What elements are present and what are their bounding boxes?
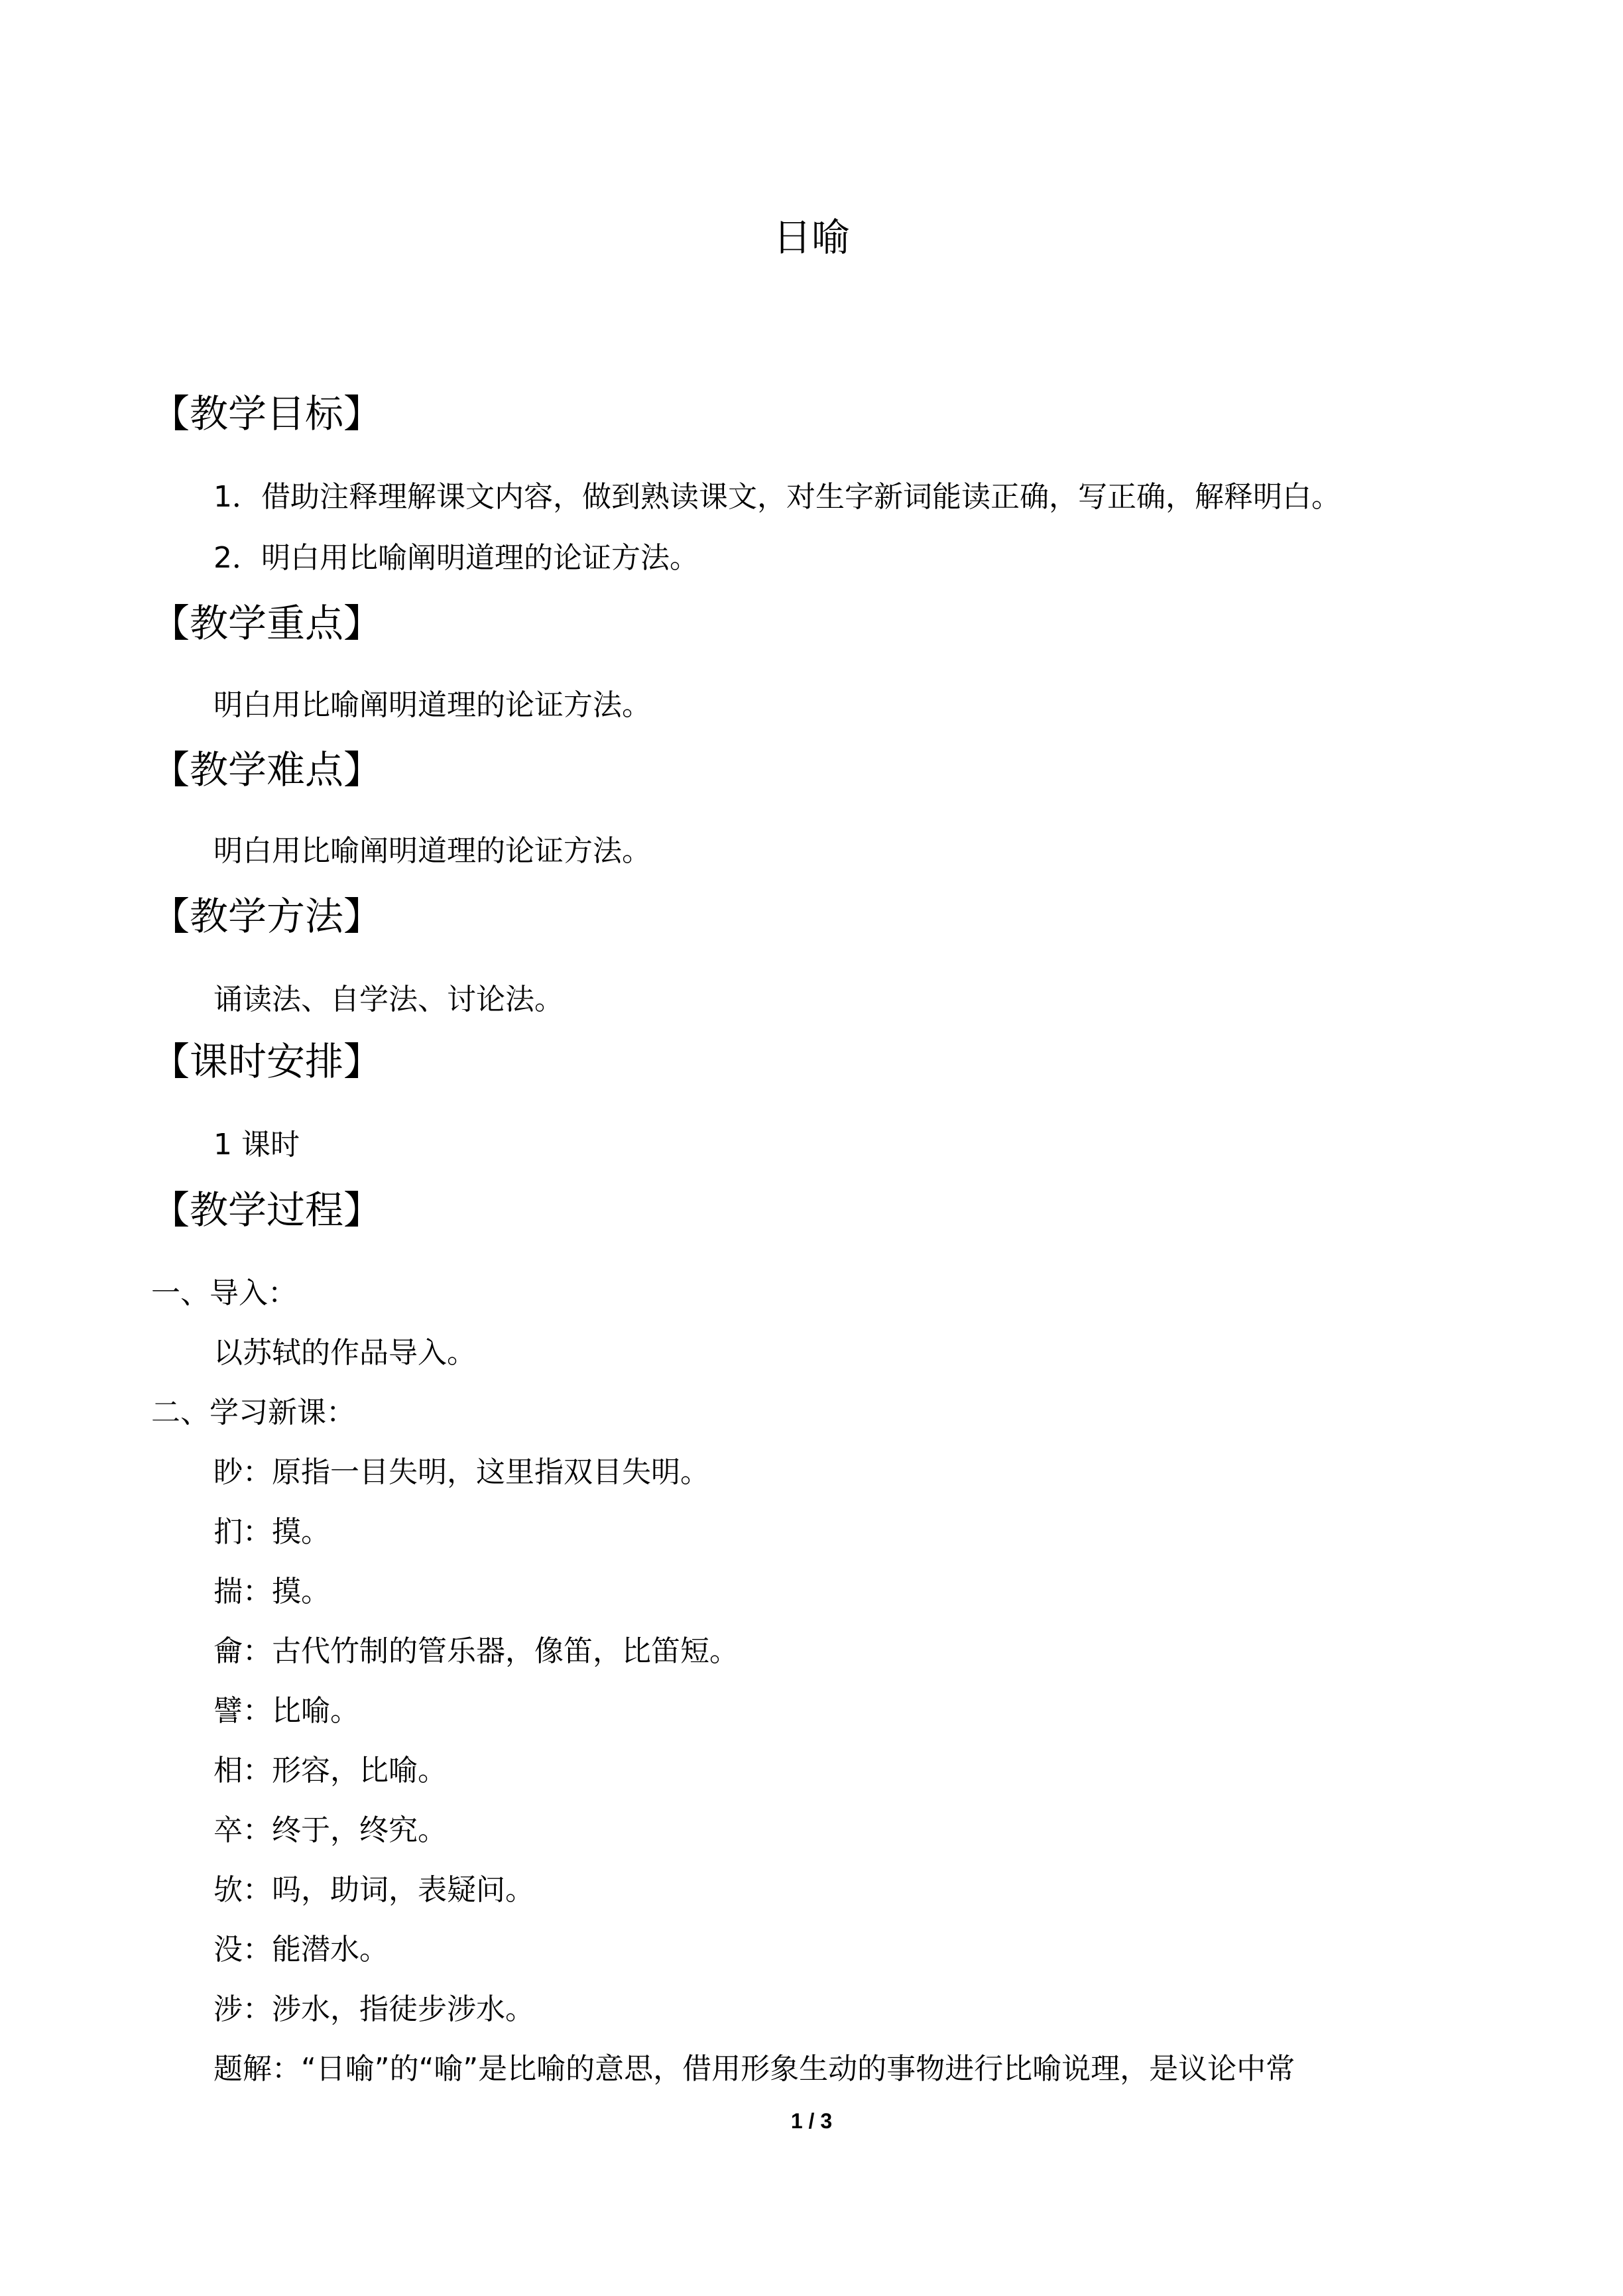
document-title: 日喻	[772, 215, 850, 260]
difficulties-text: 明白用比喻阐明道理的论证方法。	[213, 834, 651, 868]
objective-item-2: 2．明白用比喻阐明道理的论证方法。	[213, 541, 699, 575]
glossary-item: 没：能潜水。	[213, 1933, 389, 1966]
page-number: 1 / 3	[790, 2109, 833, 2133]
section-heading-objectives: 【教学目标】	[151, 391, 383, 436]
process-step-1-label: 一、导入：	[151, 1276, 297, 1310]
glossary-item: 譬：比喻。	[213, 1694, 359, 1728]
process-step-1-text: 以苏轼的作品导入。	[213, 1336, 476, 1370]
glossary-item: 龠：古代竹制的管乐器，像笛，比笛短。	[213, 1634, 739, 1668]
schedule-text: 1 课时	[213, 1128, 300, 1162]
glossary-item: 涉：涉水，指徒步涉水。	[213, 1992, 534, 2026]
section-heading-key-points: 【教学重点】	[151, 601, 383, 646]
glossary-item: 相：形容，比喻。	[213, 1754, 447, 1787]
process-step-2-label: 二、学习新课：	[151, 1396, 355, 1429]
section-heading-difficulties: 【教学难点】	[151, 747, 383, 792]
glossary-item: 揣：摸。	[213, 1575, 330, 1608]
section-heading-methods: 【教学方法】	[151, 894, 383, 939]
glossary-item: 扪：摸。	[213, 1515, 330, 1549]
methods-text: 诵读法、自学法、讨论法。	[213, 983, 564, 1016]
key-points-text: 明白用比喻阐明道理的论证方法。	[213, 688, 651, 722]
objective-item-1: 1．借助注释理解课文内容，做到熟读课文，对生字新词能读正确，写正确，解释明白。	[213, 480, 1341, 514]
glossary-item-title-explanation: 题解：“日喻”的“喻”是比喻的意思，借用形象生动的事物进行比喻说理，是议论中常	[213, 2052, 1295, 2086]
glossary-item: 眇：原指一目失明，这里指双目失明。	[213, 1455, 709, 1489]
section-heading-process: 【教学过程】	[151, 1187, 383, 1233]
glossary-item: 卒：终于，终究。	[213, 1813, 447, 1847]
glossary-item: 欤：吗，助词，表疑问。	[213, 1873, 534, 1907]
section-heading-schedule: 【课时安排】	[151, 1039, 383, 1084]
